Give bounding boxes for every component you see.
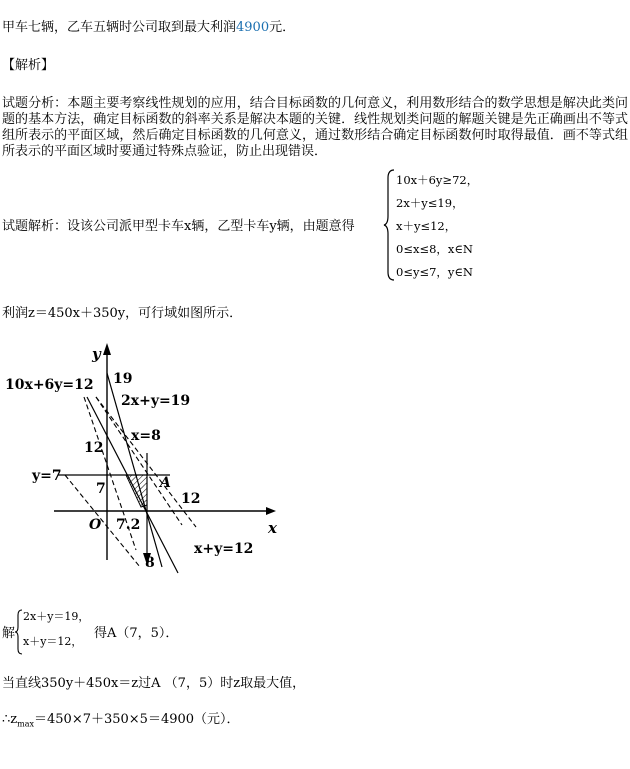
answer-suffix: 元． xyxy=(269,20,296,35)
constraint-system xyxy=(383,168,523,283)
constraint-5: 0≤y≤7，y∈N xyxy=(396,265,473,279)
dashed-line-2 xyxy=(96,397,182,525)
label-8: 8 xyxy=(145,555,155,571)
constraint-4: 0≤x≤8，x∈N xyxy=(396,242,473,256)
final-prefix: ∴z xyxy=(2,712,18,727)
final-line xyxy=(2,712,240,732)
line-x8-label: x=8 xyxy=(131,428,161,444)
final-rest: ＝450×7＋350×5＝4900（元）． xyxy=(34,712,240,727)
label-7: 7 xyxy=(96,481,106,497)
y-axis-label: y xyxy=(92,345,101,363)
label-12-x: 12 xyxy=(181,491,201,507)
label-19: 19 xyxy=(113,371,133,387)
line3-label: x+y=12 xyxy=(194,541,254,557)
feasible-region xyxy=(126,475,147,507)
solution-intro: 试题解析：设该公司派甲型卡车x辆，乙型卡车y辆，由题意得 xyxy=(2,219,355,234)
max-line: 当直线350y＋450x＝z过A （7，5）时z取最大值， xyxy=(2,676,306,691)
answer-line xyxy=(2,20,295,35)
profit-line: 利润z＝450x＋350y，可行域如图所示． xyxy=(2,306,243,321)
y-axis-arrow-icon xyxy=(103,343,111,355)
feasible-region-graph xyxy=(0,335,300,575)
answer-value: 4900 xyxy=(236,20,270,35)
dashed-line-3 xyxy=(96,397,196,527)
solve-prefix: 解 xyxy=(2,626,16,641)
solve-result: 得A（7，5）． xyxy=(94,626,179,641)
analysis-paragraph: 试题分析：本题主要考察线性规划的应用，结合目标函数的几何意义，利用数形结合的数学思想是解决此类问题的基本方法，确定目标函数的斜率关系是解决本题的关键．线性规划类问题的解题关键是先正确画出不等式组所表示的平面区域，然后确定目标函数的几何意义，通过数形结合确定目标函数何时取得最值．画不等式组所表示的平面区域时要通过特殊点验证，防止出现错误． xyxy=(2,96,628,159)
label-7-2: 7.2 xyxy=(116,517,141,533)
x-axis-arrow-icon xyxy=(266,507,276,515)
line-y7-label: y=7 xyxy=(32,468,62,484)
section-header: 【解析】 xyxy=(2,58,55,73)
origin-label: O xyxy=(89,517,102,533)
line2-label: 2x+y=19 xyxy=(121,393,191,409)
final-sub: max xyxy=(17,719,34,729)
constraint-3: x＋y≤12， xyxy=(396,219,457,233)
solve-eq-2: x＋y＝12， xyxy=(23,635,83,648)
answer-prefix: 甲车七辆，乙车五辆时公司取到最大利润 xyxy=(2,20,237,35)
label-12-y: 12 xyxy=(84,440,104,456)
point-a-label: A xyxy=(160,475,171,491)
left-brace-icon xyxy=(383,168,397,283)
solve-eq-1: 2x＋y＝19， xyxy=(23,610,90,623)
line1-label: 10x+6y=12 xyxy=(5,377,94,393)
constraint-2: 2x＋y≤19， xyxy=(396,196,464,210)
constraint-1: 10x＋6y≥72， xyxy=(396,173,479,187)
x-axis-label: x xyxy=(268,519,277,537)
